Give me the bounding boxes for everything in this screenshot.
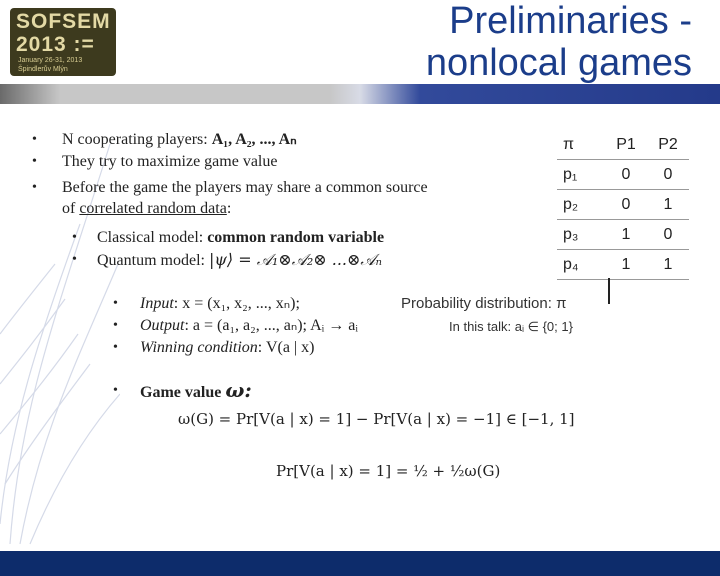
- bullet-players: [62, 131, 297, 149]
- table-cell: p₁: [557, 160, 605, 190]
- table-cell: p₃: [557, 220, 605, 250]
- bullet-output: [140, 317, 358, 335]
- table-cell: 1: [647, 190, 689, 220]
- bullet-dot: •: [113, 340, 118, 355]
- logo-line-3: January 26-31, 2013: [18, 57, 83, 64]
- slide-title: [426, 0, 692, 84]
- source-prefix: of: [62, 200, 80, 217]
- table-cell: 1: [605, 220, 647, 250]
- bullet-dot: •: [113, 383, 118, 398]
- table-header-cell: P2: [647, 130, 689, 160]
- bullet-maximize: They try to maximize game value: [62, 153, 278, 170]
- omega-symbol: ω:: [225, 378, 252, 402]
- header-divider-bar: [0, 84, 720, 104]
- equation-game-value: ω(G) = Pr[V(a | x) = 1] − Pr[V(a | x) = −1] ∈ [−1, 1]: [178, 410, 575, 428]
- bullet-common-source-line2: [62, 200, 231, 218]
- classical-prefix: Classical model:: [97, 229, 208, 246]
- bullet-dot: •: [32, 132, 37, 147]
- logo-line-2: 2013 :=: [16, 33, 95, 56]
- bullet-quantum-model: [97, 251, 382, 270]
- table-row: [557, 250, 689, 280]
- table-cell: p₂: [557, 190, 605, 220]
- bullet-dot: •: [113, 318, 118, 333]
- table-row: [557, 220, 689, 250]
- bullet-dot: •: [32, 180, 37, 195]
- bullet-dot: •: [72, 230, 77, 245]
- sofsem-logo: [10, 8, 116, 76]
- probability-table: [557, 130, 689, 280]
- bullet-input: [140, 295, 300, 313]
- table-pointer-line: [608, 278, 610, 304]
- classical-bold: common random variable: [207, 229, 385, 246]
- bullet-dot: •: [32, 154, 37, 169]
- table-row: [557, 190, 689, 220]
- table-cell: p₄: [557, 250, 605, 280]
- output-label: Output: [140, 317, 185, 334]
- table-row: [557, 160, 689, 190]
- table-cell: 0: [605, 190, 647, 220]
- logo-line-1: SOFSEM: [16, 10, 111, 33]
- source-suffix: :: [226, 200, 232, 217]
- probability-distribution: Probability distribution: π: [401, 295, 567, 312]
- quantum-prefix: Quantum model:: [97, 252, 209, 269]
- talk-note: In this talk: aᵢ ∈ {0; 1}: [449, 319, 573, 334]
- bullet-classical-model: [97, 229, 384, 247]
- correlated-data-link[interactable]: correlated random data: [79, 200, 227, 217]
- winning-label: Winning condition: [140, 339, 258, 356]
- table-header-cell: π: [557, 130, 605, 160]
- table-cell: 0: [647, 220, 689, 250]
- input-label: Input: [140, 295, 174, 312]
- logo-line-4: Špindlerův Mlýn: [18, 66, 68, 73]
- players-list: A₁, A₂, ..., Aₙ: [211, 131, 297, 148]
- bullet-dot: •: [72, 252, 77, 267]
- quantum-state: |ψ⟩ = 𝒜₁⊗𝒜₂⊗ ...⊗𝒜ₙ: [208, 250, 383, 269]
- table-header-row: [557, 130, 689, 160]
- table-header-cell: P1: [605, 130, 647, 160]
- table-cell: 0: [647, 160, 689, 190]
- bullet-winning-condition: [140, 339, 314, 357]
- footer-bar: [0, 551, 720, 576]
- output-text: : a = (a₁, a₂, ..., aₙ); Aᵢ → aᵢ: [184, 317, 358, 334]
- winning-text: : V(a | x): [257, 339, 315, 356]
- bullet-dot: •: [113, 296, 118, 311]
- title-line-2: nonlocal games: [425, 42, 692, 84]
- input-text: : x = (x₁, x₂, ..., xₙ);: [173, 295, 300, 312]
- table-cell: 1: [605, 250, 647, 280]
- feather-watermark: [0, 104, 120, 551]
- equation-win-probability: Pr[V(a | x) = 1] = ½ + ½ω(G): [276, 462, 501, 480]
- table-cell: 1: [647, 250, 689, 280]
- table-cell: 0: [605, 160, 647, 190]
- bullet-common-source-line1: Before the game the players may share a common source: [62, 179, 428, 196]
- bullet-game-value: [140, 378, 252, 402]
- title-line-1: Preliminaries -: [449, 0, 692, 42]
- players-text: N cooperating players:: [62, 131, 212, 148]
- game-value-label: Game value: [140, 384, 222, 401]
